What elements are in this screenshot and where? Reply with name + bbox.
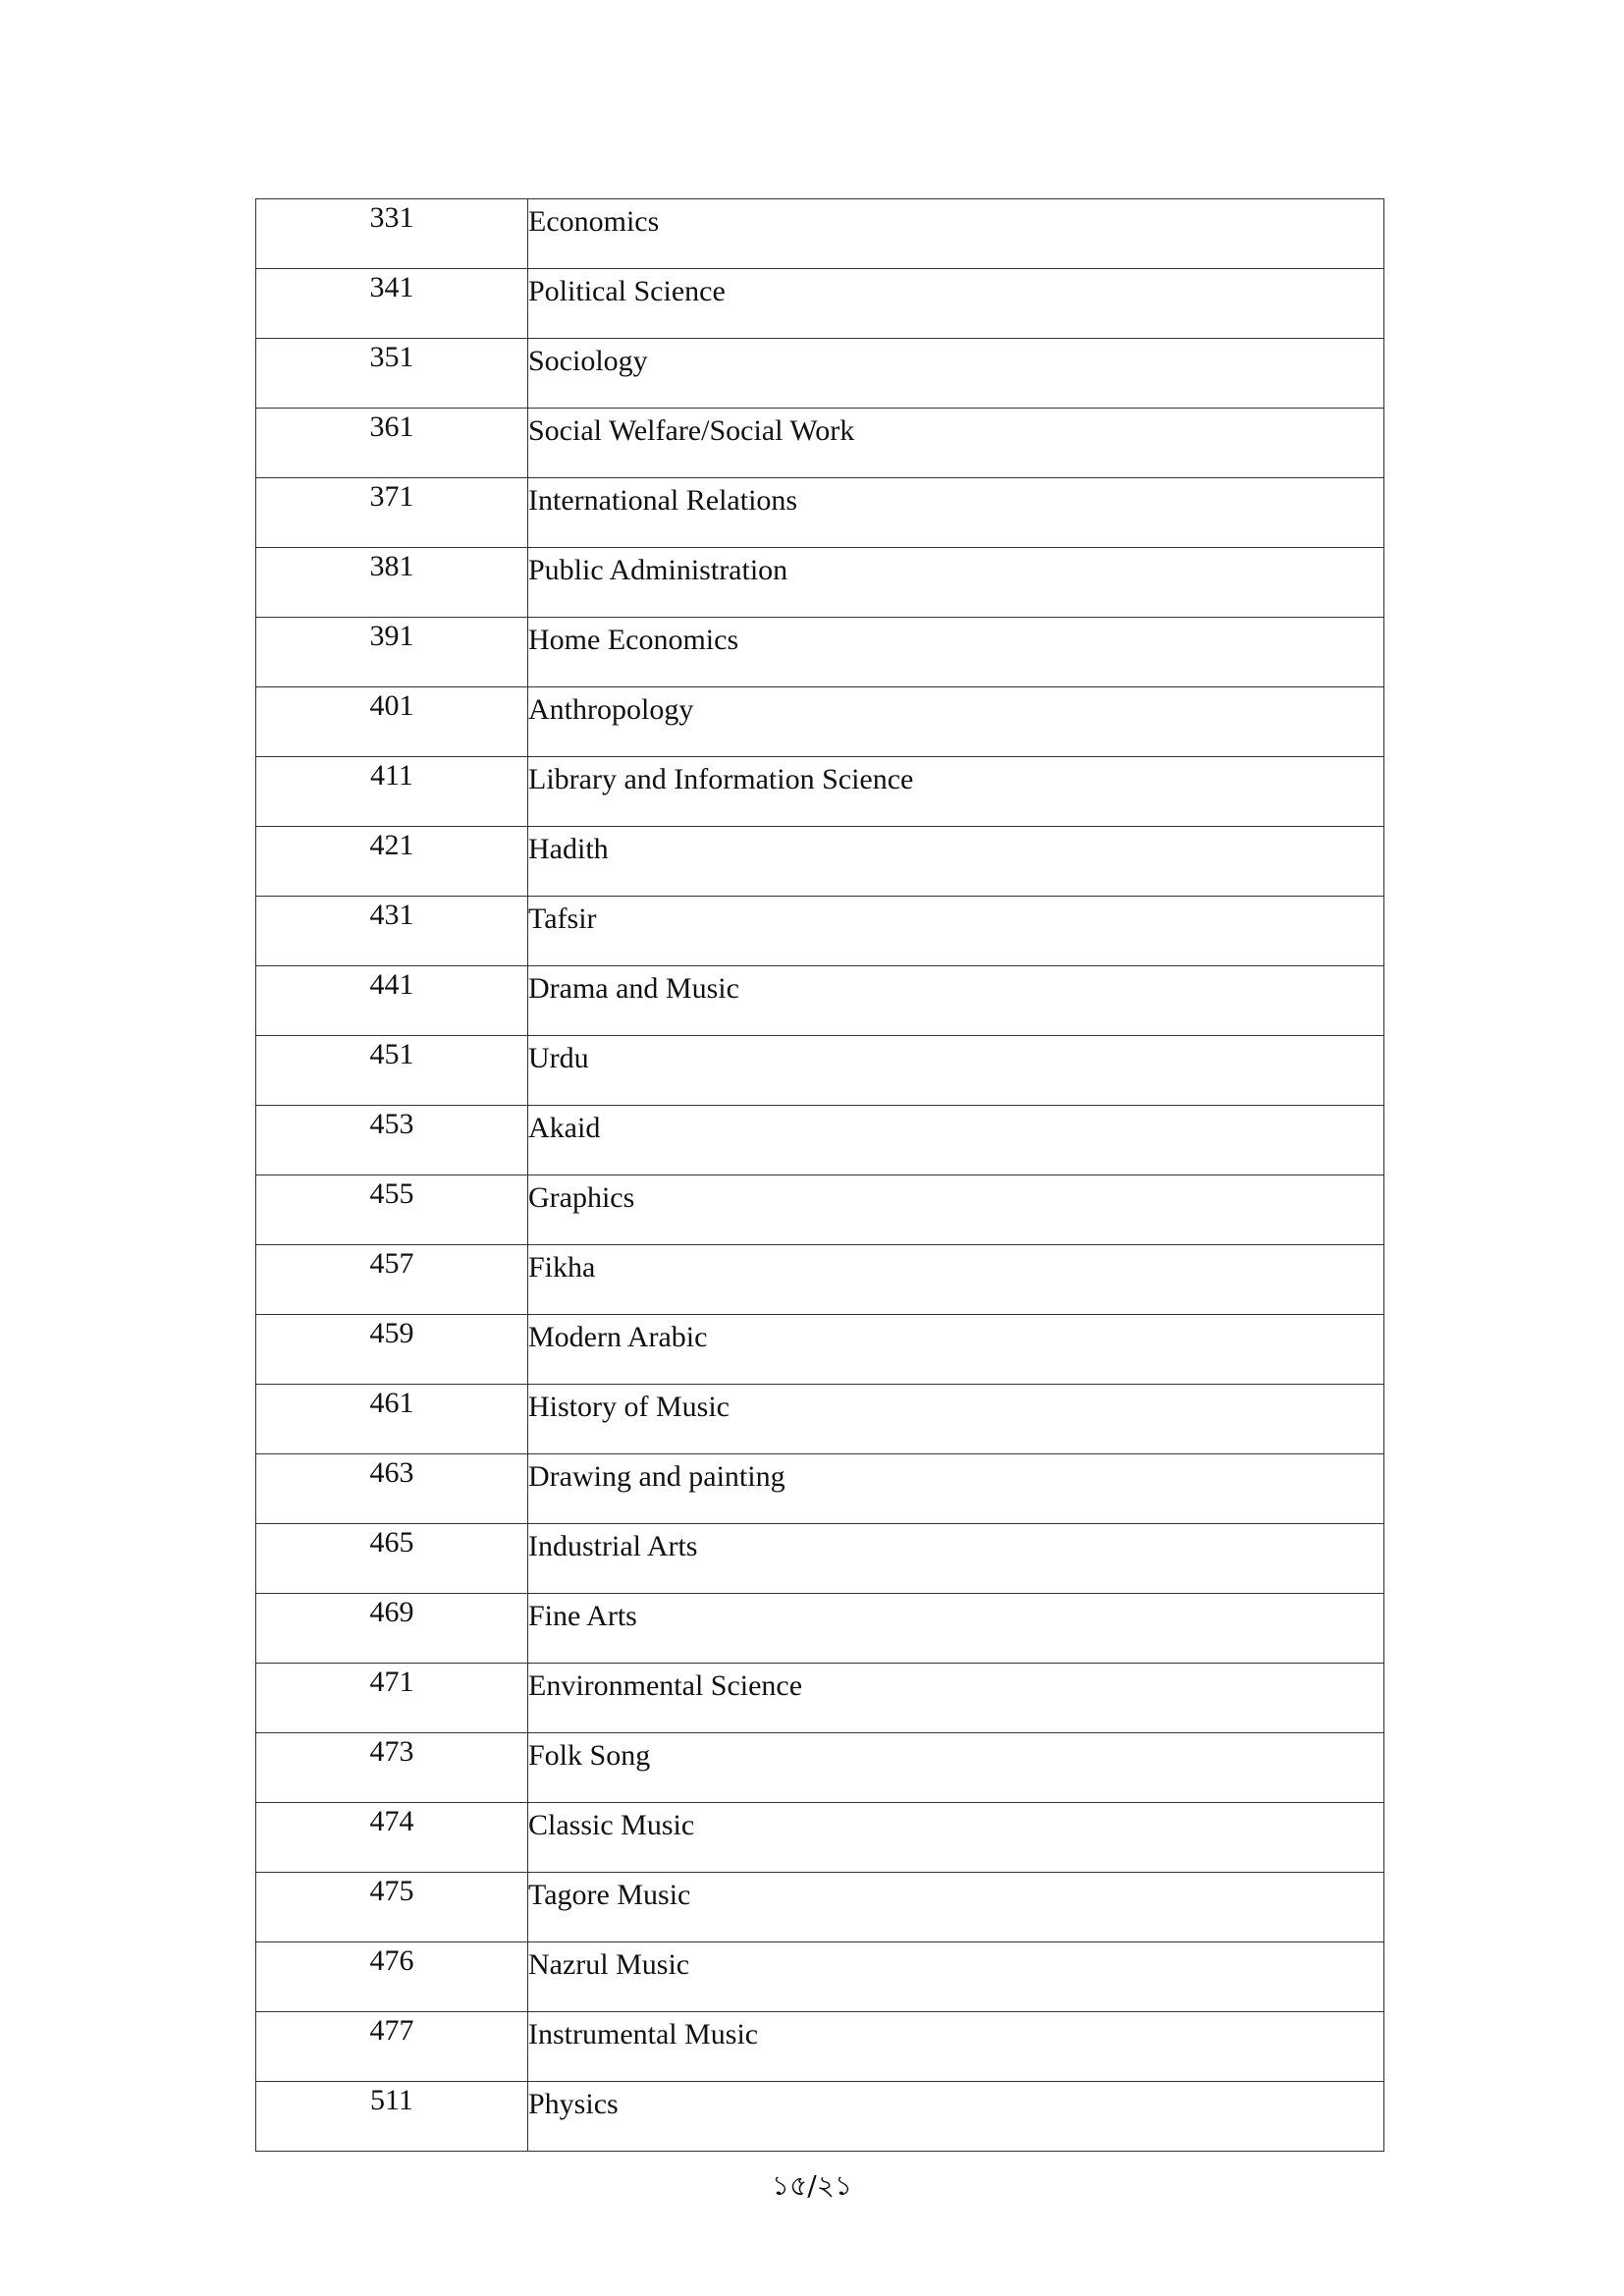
table-row — [256, 548, 1384, 618]
table-row — [256, 1594, 1384, 1664]
table-row — [256, 897, 1384, 966]
subject-code: 361 — [369, 410, 414, 443]
subject-code: 381 — [369, 550, 414, 582]
subject-code-cell — [256, 269, 528, 339]
table-row — [256, 1175, 1384, 1245]
subject-code-cell — [256, 548, 528, 618]
table-row — [256, 269, 1384, 339]
table-row — [256, 1385, 1384, 1454]
subject-name-cell — [528, 548, 1384, 618]
subject-name: Economics — [528, 205, 660, 238]
table-row — [256, 478, 1384, 548]
subject-name-cell — [528, 897, 1384, 966]
subject-code-cell — [256, 966, 528, 1036]
subject-name-cell — [528, 618, 1384, 687]
table-row — [256, 757, 1384, 827]
subject-code: 331 — [369, 201, 414, 234]
subject-name: Tafsir — [528, 902, 597, 935]
subject-name: Hadith — [528, 833, 609, 865]
subject-code: 441 — [369, 968, 414, 1001]
subject-code-cell — [256, 1106, 528, 1175]
subject-code-cell — [256, 1245, 528, 1315]
subject-name-cell — [528, 1873, 1384, 1942]
subject-code-cell — [256, 687, 528, 757]
subject-name-cell — [528, 1175, 1384, 1245]
subject-name-cell — [528, 1106, 1384, 1175]
subject-code-cell — [256, 199, 528, 269]
table-row — [256, 2082, 1384, 2152]
subject-name: Industrial Arts — [528, 1530, 698, 1562]
subject-name: Environmental Science — [528, 1669, 803, 1702]
subject-name-cell — [528, 1733, 1384, 1803]
page-number: ১৫/২১ — [771, 2169, 853, 2202]
subject-name: Tagore Music — [528, 1879, 691, 1911]
subject-code: 471 — [369, 1666, 414, 1698]
table-row — [256, 618, 1384, 687]
subject-name-cell — [528, 199, 1384, 269]
subject-name: International Relations — [528, 484, 798, 517]
subject-name: Nazrul Music — [528, 1948, 690, 1981]
subject-code: 474 — [369, 1805, 414, 1837]
subject-name-cell — [528, 1245, 1384, 1315]
subject-code: 455 — [369, 1177, 414, 1210]
subject-name-cell — [528, 2012, 1384, 2082]
subject-name-cell — [528, 339, 1384, 409]
subject-name: Library and Information Science — [528, 763, 914, 795]
subject-code-cell — [256, 2082, 528, 2152]
table-row — [256, 1873, 1384, 1942]
table-row — [256, 1036, 1384, 1106]
subject-name-cell — [528, 1524, 1384, 1594]
subject-name-cell — [528, 1942, 1384, 2012]
subject-code-cell — [256, 1664, 528, 1733]
subject-code: 511 — [370, 2084, 413, 2116]
subject-name-cell — [528, 757, 1384, 827]
subject-name: Public Administration — [528, 554, 788, 586]
table-row — [256, 1664, 1384, 1733]
subject-code-table — [255, 198, 1384, 2152]
subject-code-cell — [256, 1315, 528, 1385]
subject-code-cell — [256, 757, 528, 827]
table-row — [256, 409, 1384, 478]
subject-name-cell — [528, 1036, 1384, 1106]
subject-code-cell — [256, 1733, 528, 1803]
table-row — [256, 827, 1384, 897]
subject-code: 475 — [369, 1875, 414, 1907]
subject-code-cell — [256, 2012, 528, 2082]
subject-code: 477 — [369, 2014, 414, 2047]
subject-code: 463 — [369, 1456, 414, 1489]
subject-name-cell — [528, 827, 1384, 897]
subject-code-cell — [256, 897, 528, 966]
table-row — [256, 1733, 1384, 1803]
subject-name: Classic Music — [528, 1809, 695, 1841]
subject-name: Political Science — [528, 275, 726, 307]
subject-code: 476 — [369, 1944, 414, 1977]
subject-code: 461 — [369, 1387, 414, 1419]
table-row — [256, 1315, 1384, 1385]
subject-name-cell — [528, 1594, 1384, 1664]
subject-name-cell — [528, 1315, 1384, 1385]
subject-name: Urdu — [528, 1042, 589, 1074]
subject-name-cell — [528, 1803, 1384, 1873]
subject-code: 465 — [369, 1526, 414, 1558]
subject-name-cell — [528, 269, 1384, 339]
table-row — [256, 1245, 1384, 1315]
subject-name: Sociology — [528, 345, 648, 377]
subject-code-cell — [256, 1454, 528, 1524]
table-row — [256, 1942, 1384, 2012]
subject-code: 457 — [369, 1247, 414, 1280]
table-row — [256, 1454, 1384, 1524]
subject-code-cell — [256, 478, 528, 548]
table-row — [256, 2012, 1384, 2082]
subject-code: 411 — [370, 759, 413, 792]
table-row — [256, 199, 1384, 269]
subject-name: Anthropology — [528, 693, 694, 726]
subject-name-cell — [528, 687, 1384, 757]
subject-name: Fikha — [528, 1251, 596, 1284]
subject-name: Home Economics — [528, 624, 739, 656]
subject-code: 453 — [369, 1108, 414, 1140]
subject-name: Instrumental Music — [528, 2018, 759, 2050]
subject-code: 431 — [369, 899, 414, 931]
subject-name: Modern Arabic — [528, 1321, 708, 1353]
subject-name: Fine Arts — [528, 1600, 637, 1632]
subject-code-cell — [256, 1803, 528, 1873]
subject-code-cell — [256, 409, 528, 478]
subject-code: 459 — [369, 1317, 414, 1349]
subject-code-cell — [256, 1594, 528, 1664]
subject-name: Drawing and painting — [528, 1460, 785, 1493]
subject-code-cell — [256, 1873, 528, 1942]
subject-code-cell — [256, 1942, 528, 2012]
subject-name-cell — [528, 2082, 1384, 2152]
subject-name-cell — [528, 478, 1384, 548]
subject-code-cell — [256, 1385, 528, 1454]
subject-name-cell — [528, 409, 1384, 478]
subject-code: 469 — [369, 1596, 414, 1628]
subject-name-cell — [528, 1664, 1384, 1733]
table-row — [256, 1803, 1384, 1873]
subject-code-cell — [256, 618, 528, 687]
subject-code-cell — [256, 1524, 528, 1594]
subject-code-cell — [256, 1036, 528, 1106]
subject-code: 371 — [369, 480, 414, 513]
subject-name-cell — [528, 1454, 1384, 1524]
table-row — [256, 1524, 1384, 1594]
subject-code: 391 — [369, 620, 414, 652]
table-row — [256, 966, 1384, 1036]
subject-name: Folk Song — [528, 1739, 651, 1772]
subject-code: 341 — [369, 271, 414, 303]
subject-name: Akaid — [528, 1112, 601, 1144]
subject-code-cell — [256, 339, 528, 409]
subject-code: 473 — [369, 1735, 414, 1768]
subject-code: 351 — [369, 341, 414, 373]
subject-name-cell — [528, 966, 1384, 1036]
subject-code: 451 — [369, 1038, 414, 1070]
table-row — [256, 687, 1384, 757]
subject-code-cell — [256, 827, 528, 897]
subject-name: Physics — [528, 2088, 619, 2120]
subject-code: 421 — [369, 829, 414, 861]
subject-name: Social Welfare/Social Work — [528, 414, 855, 447]
subject-name-cell — [528, 1385, 1384, 1454]
table-row — [256, 339, 1384, 409]
table-row — [256, 1106, 1384, 1175]
subject-name: Drama and Music — [528, 972, 739, 1005]
subject-table-body — [256, 199, 1384, 2152]
subject-code-cell — [256, 1175, 528, 1245]
subject-name: Graphics — [528, 1181, 635, 1214]
subject-name: History of Music — [528, 1391, 730, 1423]
subject-code: 401 — [369, 689, 414, 722]
